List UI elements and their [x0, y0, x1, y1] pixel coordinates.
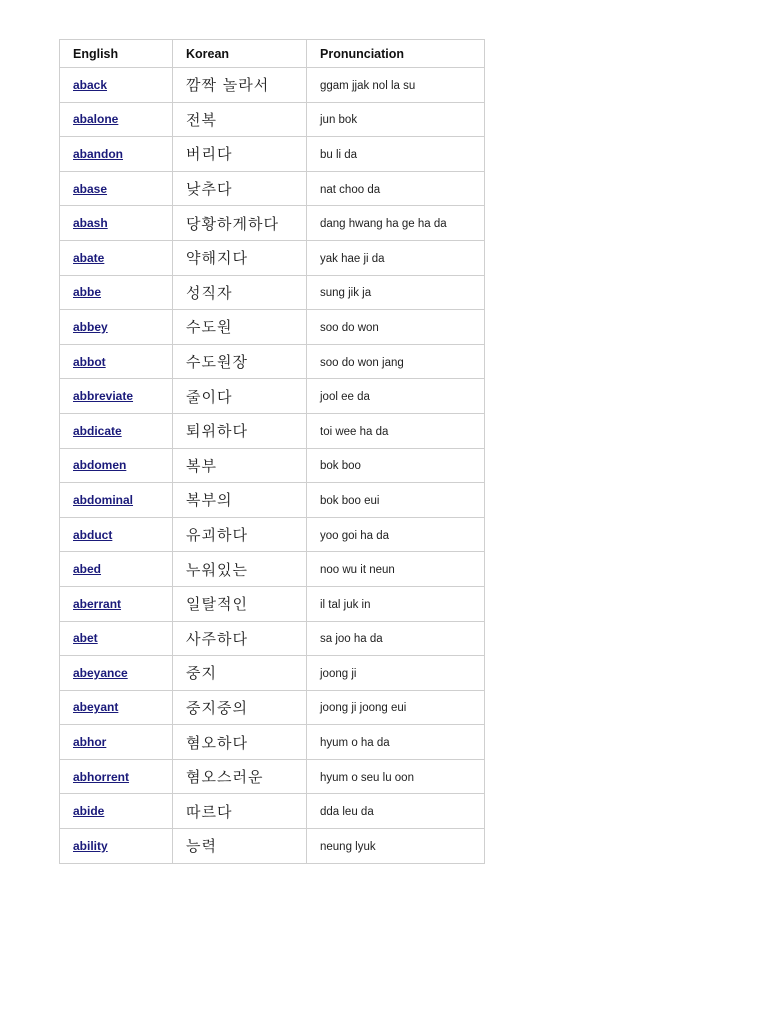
table-row	[60, 206, 485, 241]
english-word-link[interactable]: abeyant	[73, 700, 119, 715]
pronunciation-cell	[307, 206, 485, 241]
pronunciation-cell	[307, 102, 485, 137]
english-cell	[60, 206, 173, 241]
english-cell	[60, 240, 173, 275]
english-cell	[60, 68, 173, 103]
korean-word: 낮추다	[186, 180, 233, 199]
english-word-link[interactable]: abdicate	[73, 423, 122, 438]
english-cell	[60, 137, 173, 172]
pronunciation-text: jun bok	[320, 114, 358, 127]
korean-word: 깜짝 놀라서	[186, 76, 270, 95]
english-cell	[60, 102, 173, 137]
korean-cell	[173, 310, 307, 345]
english-cell	[60, 621, 173, 656]
korean-word: 일탈적인	[186, 595, 248, 614]
pronunciation-cell	[307, 829, 485, 864]
pronunciation-text: joong ji joong eui	[320, 702, 407, 715]
korean-word: 성직자	[186, 283, 233, 302]
table-row	[60, 448, 485, 483]
pronunciation-cell	[307, 621, 485, 656]
english-word-link[interactable]: abed	[73, 562, 102, 577]
korean-cell	[173, 68, 307, 103]
korean-word: 복부의	[186, 491, 233, 510]
english-word-link[interactable]: abbey	[73, 319, 108, 334]
korean-cell	[173, 829, 307, 864]
pronunciation-cell	[307, 759, 485, 794]
english-cell	[60, 656, 173, 691]
english-word-link[interactable]: abash	[73, 216, 108, 231]
pronunciation-text: bu li da	[320, 148, 358, 161]
korean-cell	[173, 344, 307, 379]
korean-cell	[173, 137, 307, 172]
table-row	[60, 102, 485, 137]
korean-cell	[173, 759, 307, 794]
pronunciation-text: sung jik ja	[320, 287, 372, 300]
korean-word: 퇴위하다	[186, 422, 248, 441]
english-word-link[interactable]: ability	[73, 838, 108, 853]
pronunciation-cell	[307, 448, 485, 483]
pronunciation-cell	[307, 240, 485, 275]
pronunciation-cell	[307, 656, 485, 691]
table-row	[60, 483, 485, 518]
korean-word: 약해지다	[186, 249, 248, 268]
pronunciation-cell	[307, 725, 485, 760]
pronunciation-text: sa joo ha da	[320, 633, 383, 646]
korean-word: 혐오하다	[186, 733, 248, 752]
pronunciation-text: soo do won	[320, 321, 379, 334]
english-word-link[interactable]: abet	[73, 631, 98, 646]
pronunciation-text: joong ji	[320, 667, 357, 680]
korean-cell	[173, 102, 307, 137]
pronunciation-text: dang hwang ha ge ha da	[320, 218, 447, 231]
english-word-link[interactable]: abbe	[73, 285, 102, 300]
pronunciation-cell	[307, 794, 485, 829]
korean-cell	[173, 725, 307, 760]
pronunciation-text: hyum o seu lu oon	[320, 771, 414, 784]
table-row	[60, 621, 485, 656]
english-cell	[60, 586, 173, 621]
korean-cell	[173, 448, 307, 483]
table-row	[60, 517, 485, 552]
english-word-link[interactable]: abate	[73, 250, 105, 265]
pronunciation-text: jool ee da	[320, 391, 370, 404]
pronunciation-text: yoo goi ha da	[320, 529, 390, 542]
pronunciation-text: nat choo da	[320, 183, 381, 196]
korean-cell	[173, 483, 307, 518]
korean-cell	[173, 379, 307, 414]
korean-word: 줄이다	[186, 387, 233, 406]
table-row	[60, 794, 485, 829]
korean-word: 전복	[186, 110, 217, 129]
english-cell	[60, 552, 173, 587]
korean-cell	[173, 517, 307, 552]
english-cell	[60, 379, 173, 414]
pronunciation-cell	[307, 552, 485, 587]
pronunciation-cell	[307, 275, 485, 310]
pronunciation-text: soo do won jang	[320, 356, 404, 369]
english-word-link[interactable]: abase	[73, 181, 108, 196]
korean-word: 유괴하다	[186, 526, 248, 545]
english-word-link[interactable]: aback	[73, 77, 108, 92]
korean-word: 복부	[186, 456, 217, 475]
english-word-link[interactable]: abbot	[73, 354, 106, 369]
header-korean: Korean	[173, 40, 307, 68]
english-cell	[60, 759, 173, 794]
table-row	[60, 310, 485, 345]
korean-cell	[173, 690, 307, 725]
korean-word: 사주하다	[186, 629, 248, 648]
header-pronunciation: Pronunciation	[307, 40, 485, 68]
pronunciation-cell	[307, 413, 485, 448]
table-body	[60, 68, 485, 864]
pronunciation-text: dda leu da	[320, 806, 374, 819]
korean-word: 누워있는	[186, 560, 248, 579]
english-word-link[interactable]: abdomen	[73, 458, 127, 473]
pronunciation-text: yak hae ji da	[320, 252, 385, 265]
korean-word: 혐오스러운	[186, 768, 264, 787]
english-word-link[interactable]: aberrant	[73, 596, 122, 611]
vocabulary-table	[59, 39, 485, 864]
pronunciation-cell	[307, 690, 485, 725]
table-row	[60, 552, 485, 587]
english-cell	[60, 413, 173, 448]
english-word-link[interactable]: abeyance	[73, 665, 128, 680]
english-cell	[60, 275, 173, 310]
pronunciation-text: ggam jjak nol la su	[320, 79, 416, 92]
header-english: English	[60, 40, 173, 68]
korean-cell	[173, 794, 307, 829]
table-row	[60, 413, 485, 448]
table-row	[60, 379, 485, 414]
korean-cell	[173, 621, 307, 656]
pronunciation-text: neung lyuk	[320, 840, 376, 853]
table-row	[60, 68, 485, 103]
english-cell	[60, 344, 173, 379]
table-row	[60, 137, 485, 172]
pronunciation-cell	[307, 344, 485, 379]
pronunciation-cell	[307, 68, 485, 103]
english-word-link[interactable]: abalone	[73, 112, 119, 127]
english-cell	[60, 517, 173, 552]
english-word-link[interactable]: abbreviate	[73, 389, 134, 404]
korean-word: 버리다	[186, 145, 233, 164]
korean-cell	[173, 206, 307, 241]
english-word-link[interactable]: abdominal	[73, 492, 134, 507]
pronunciation-cell	[307, 171, 485, 206]
pronunciation-text: noo wu it neun	[320, 564, 395, 577]
pronunciation-text: bok boo eui	[320, 494, 380, 507]
english-cell	[60, 794, 173, 829]
english-cell	[60, 448, 173, 483]
english-cell	[60, 829, 173, 864]
english-cell	[60, 310, 173, 345]
korean-cell	[173, 240, 307, 275]
table-row	[60, 240, 485, 275]
english-cell	[60, 690, 173, 725]
english-cell	[60, 171, 173, 206]
english-cell	[60, 483, 173, 518]
table-row	[60, 275, 485, 310]
pronunciation-text: toi wee ha da	[320, 425, 389, 438]
pronunciation-cell	[307, 310, 485, 345]
table-row	[60, 759, 485, 794]
pronunciation-cell	[307, 517, 485, 552]
english-word-link[interactable]: abandon	[73, 146, 123, 161]
pronunciation-text: il tal juk in	[320, 598, 371, 611]
english-word-link[interactable]: abide	[73, 804, 105, 819]
english-word-link[interactable]: abduct	[73, 527, 113, 542]
table-header-row	[60, 40, 485, 68]
korean-word: 수도원장	[186, 353, 248, 372]
korean-cell	[173, 656, 307, 691]
table-row	[60, 586, 485, 621]
korean-word: 능력	[186, 837, 217, 856]
table-row	[60, 690, 485, 725]
korean-word: 당황하게하다	[186, 214, 279, 233]
korean-cell	[173, 275, 307, 310]
pronunciation-cell	[307, 137, 485, 172]
table-row	[60, 344, 485, 379]
korean-cell	[173, 413, 307, 448]
english-cell	[60, 725, 173, 760]
pronunciation-cell	[307, 483, 485, 518]
korean-cell	[173, 171, 307, 206]
english-word-link[interactable]: abhorrent	[73, 769, 130, 784]
pronunciation-text: hyum o ha da	[320, 737, 390, 750]
korean-cell	[173, 552, 307, 587]
korean-cell	[173, 586, 307, 621]
table-row	[60, 725, 485, 760]
korean-word: 수도원	[186, 318, 233, 337]
korean-word: 따르다	[186, 802, 233, 821]
pronunciation-cell	[307, 379, 485, 414]
pronunciation-text: bok boo	[320, 460, 361, 473]
table-row	[60, 171, 485, 206]
korean-word: 중지	[186, 664, 217, 683]
korean-word: 중지중의	[186, 698, 248, 717]
pronunciation-cell	[307, 586, 485, 621]
table-row	[60, 829, 485, 864]
english-word-link[interactable]: abhor	[73, 735, 107, 750]
table-row	[60, 656, 485, 691]
